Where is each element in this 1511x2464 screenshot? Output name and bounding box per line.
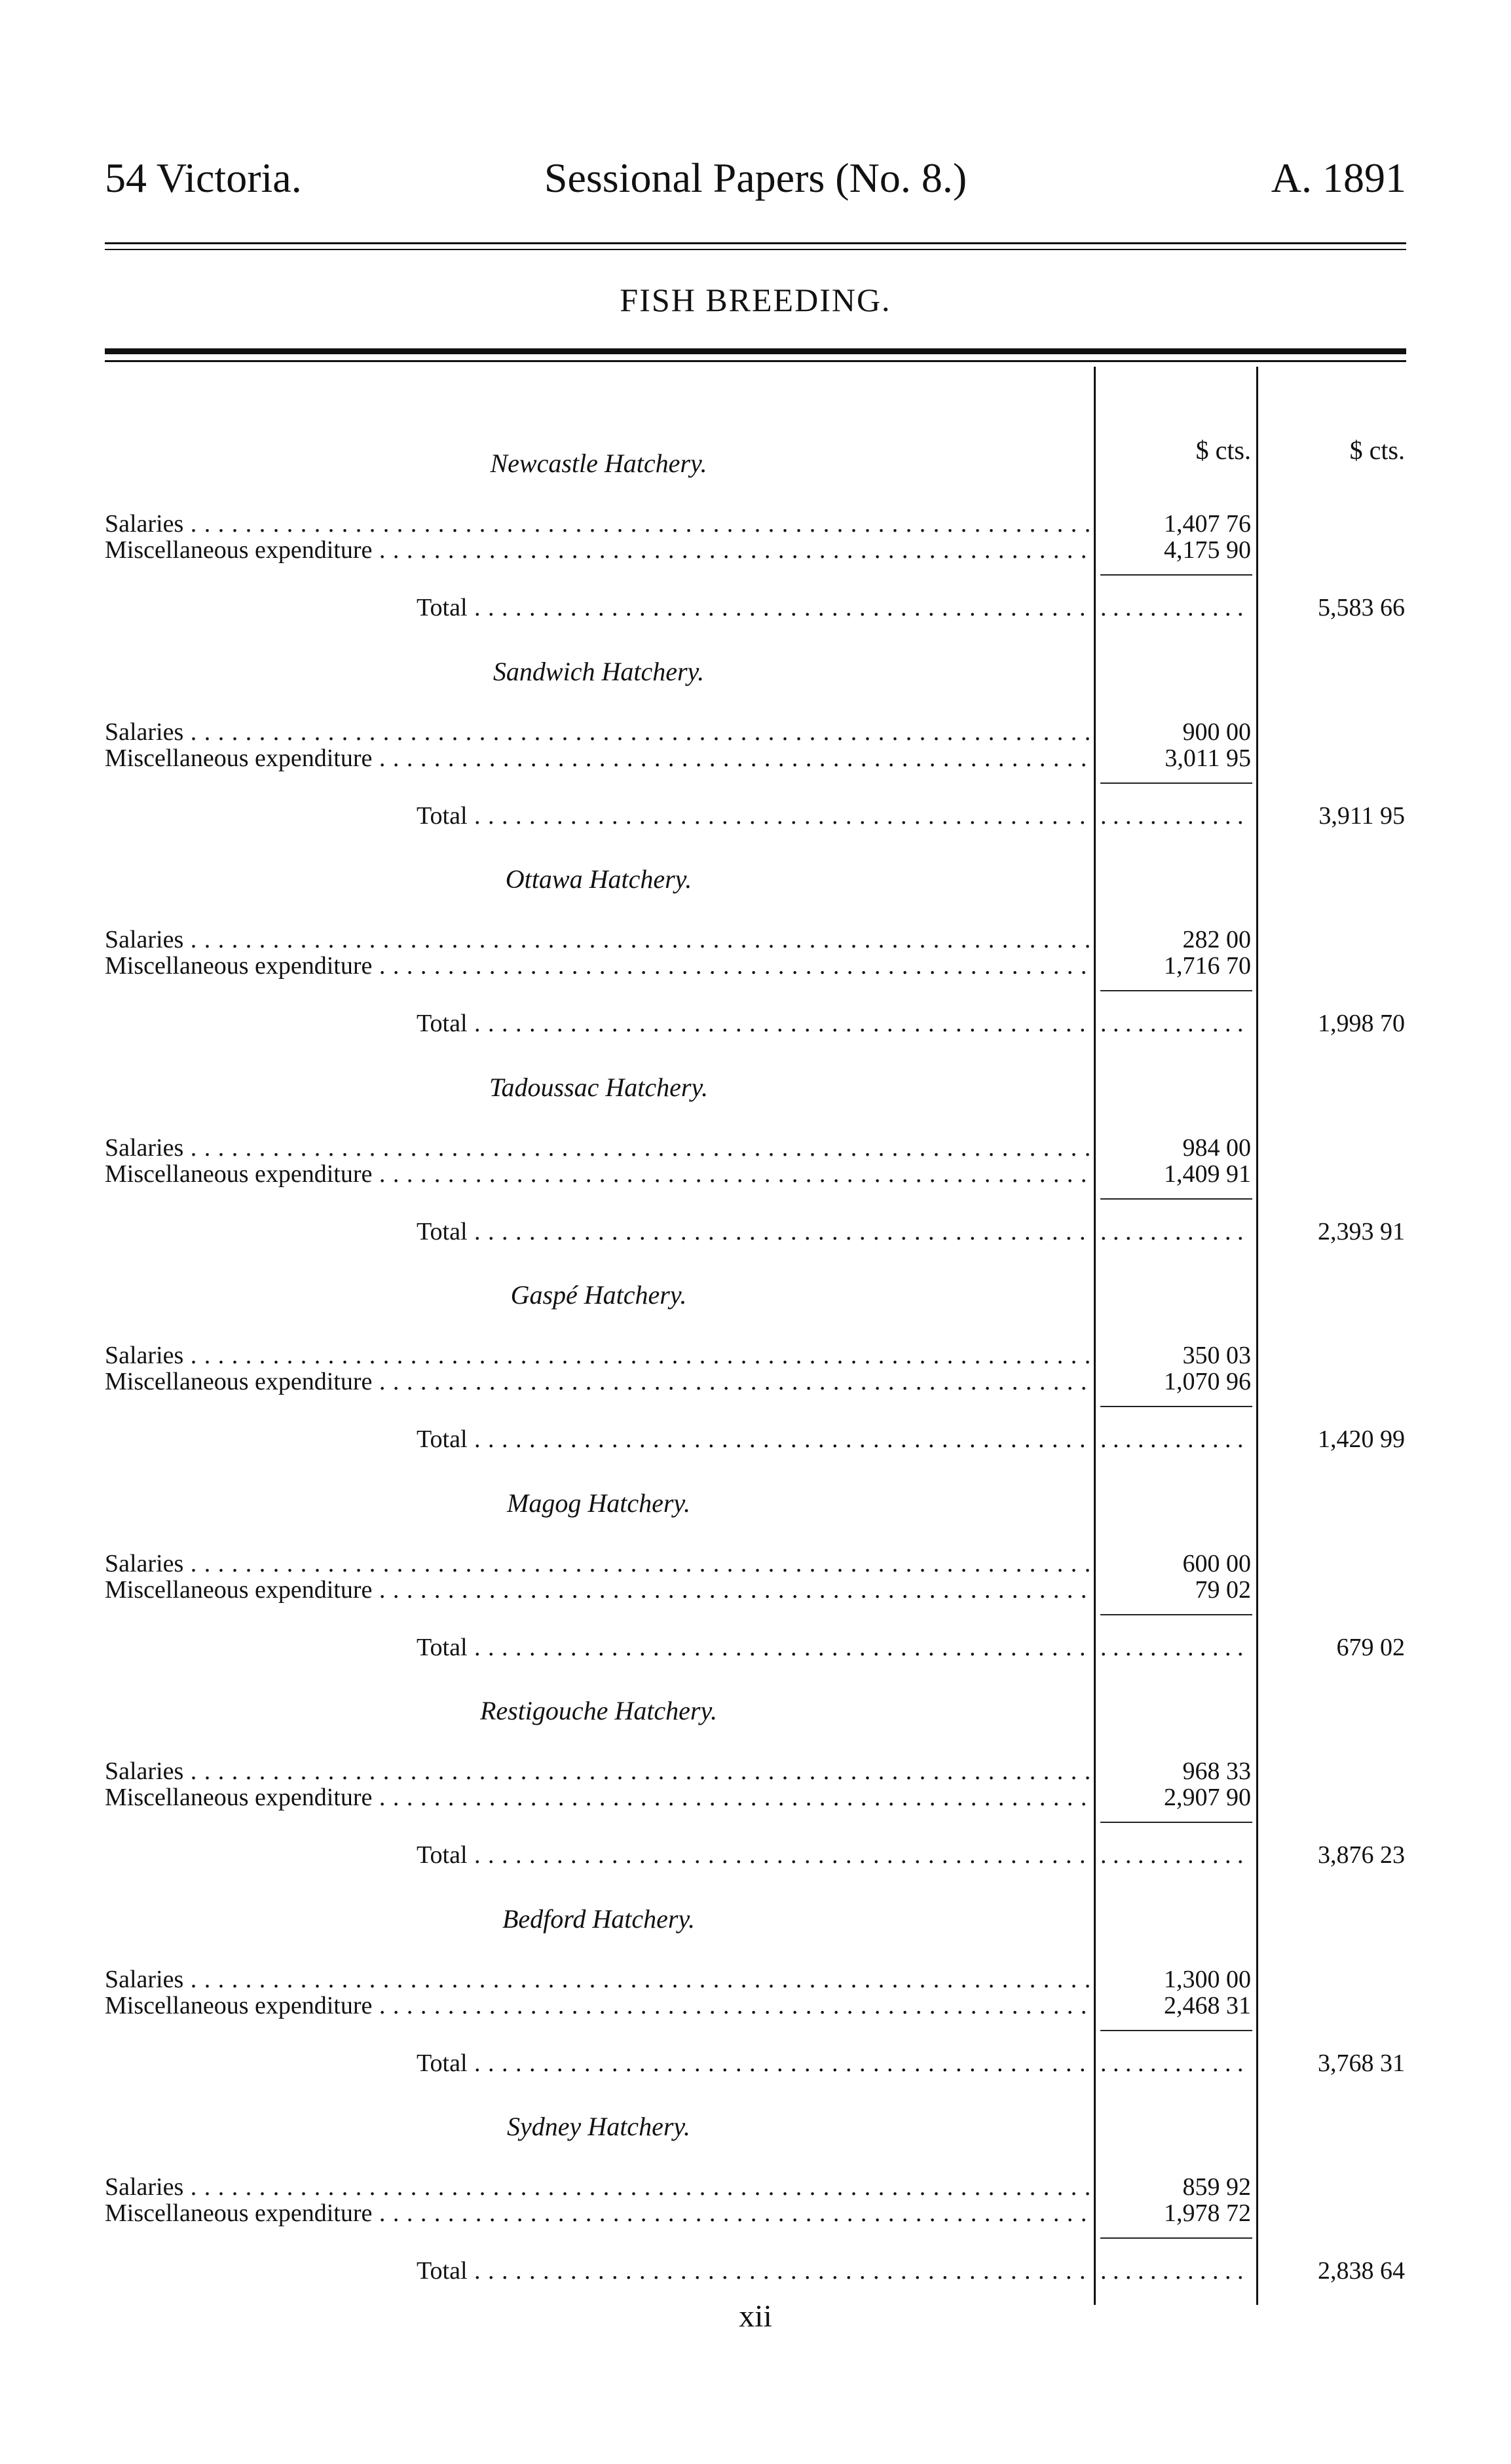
- line-item-amount: 859 92: [1182, 2173, 1251, 2201]
- subtotal-rule: [1100, 2237, 1252, 2239]
- column-rule-1: [1094, 367, 1096, 2305]
- section-title: Sydney Hatchery.: [507, 2112, 690, 2141]
- header-right: A. 1891: [1271, 155, 1406, 201]
- total-amount: 3,911 95: [1318, 801, 1405, 830]
- total-amount: 3,876 23: [1318, 1841, 1405, 1869]
- total-label: Total . . .: [417, 595, 1092, 621]
- subtotal-rule: [1100, 574, 1252, 576]
- title-rule-thick: [105, 348, 1406, 354]
- line-item-amount: 3,011 95: [1165, 744, 1251, 772]
- line-item-label: Miscellaneous expenditure . . .: [105, 1993, 1092, 2019]
- subtotal-rule: [1100, 2030, 1252, 2031]
- line-item-label: Salaries . . .: [105, 1342, 1092, 1369]
- total-amount: 2,838 64: [1318, 2257, 1405, 2285]
- subtotal-rule: [1100, 1406, 1252, 1407]
- line-item-label: Salaries . . .: [105, 1135, 1092, 1161]
- line-item-amount: 1,407 76: [1164, 510, 1251, 538]
- line-item-label: Miscellaneous expenditure . . .: [105, 1577, 1092, 1603]
- line-item-label: Salaries . . .: [105, 1758, 1092, 1784]
- section-title: Newcastle Hatchery.: [490, 449, 707, 478]
- line-item-amount: 1,300 00: [1164, 1965, 1251, 1993]
- total-leader-dots: [1100, 1634, 1251, 1661]
- total-leader-dots: [1100, 803, 1251, 829]
- section-title: Magog Hatchery.: [507, 1488, 690, 1518]
- header-center: Sessional Papers (No. 8.): [544, 155, 967, 201]
- total-leader-dots: [1100, 1010, 1251, 1037]
- line-item-label: Salaries . . .: [105, 1551, 1092, 1577]
- subtotal-rule: [1100, 782, 1252, 784]
- total-leader-dots: [1100, 1219, 1251, 1245]
- header-left: 54 Victoria.: [105, 155, 302, 201]
- line-item-label: Miscellaneous expenditure . . .: [105, 745, 1092, 771]
- line-item-label: Miscellaneous expenditure . . .: [105, 537, 1092, 563]
- subtotal-rule: [1100, 1614, 1252, 1615]
- line-item-amount: 984 00: [1182, 1133, 1251, 1162]
- page-title: FISH BREEDING.: [620, 282, 891, 318]
- total-label: Total . . .: [417, 1010, 1092, 1037]
- subtotal-rule: [1100, 1198, 1252, 1200]
- line-item-label: Miscellaneous expenditure . . .: [105, 953, 1092, 979]
- header-rule-bottom: [105, 249, 1406, 250]
- line-item-label: Salaries . . .: [105, 927, 1092, 953]
- total-label: Total . . .: [417, 2050, 1092, 2076]
- total-amount: 3,768 31: [1318, 2049, 1405, 2077]
- line-item-amount: 1,409 91: [1164, 1160, 1251, 1188]
- total-amount: 1,420 99: [1318, 1425, 1405, 1453]
- total-label: Total . . .: [417, 803, 1092, 829]
- total-amount: 5,583 66: [1318, 594, 1405, 621]
- column-rule-2: [1256, 367, 1258, 2305]
- column-header-amount: $ cts.: [1195, 435, 1251, 465]
- total-label: Total . . .: [417, 1842, 1092, 1868]
- title-rule-thin: [105, 360, 1406, 362]
- line-item-label: Miscellaneous expenditure . . .: [105, 2200, 1092, 2226]
- line-item-amount: 2,468 31: [1164, 1991, 1251, 2019]
- total-label: Total . . .: [417, 2258, 1092, 2284]
- line-item-label: Salaries . . .: [105, 2174, 1092, 2200]
- section-title: Bedford Hatchery.: [502, 1903, 695, 1934]
- line-item-label: Miscellaneous expenditure . . .: [105, 1784, 1092, 1811]
- line-item-amount: 282 00: [1182, 926, 1251, 953]
- page-number: xii: [739, 2299, 772, 2334]
- total-leader-dots: [1100, 2050, 1251, 2076]
- column-header-total: $ cts.: [1349, 435, 1405, 465]
- section-title: Restigouche Hatchery.: [479, 1696, 718, 1725]
- section-title: Gaspé Hatchery.: [510, 1280, 687, 1310]
- total-leader-dots: [1100, 595, 1251, 621]
- line-item-label: Salaries . . .: [105, 1966, 1092, 1993]
- subtotal-rule: [1100, 990, 1252, 991]
- total-amount: 1,998 70: [1318, 1010, 1405, 1037]
- line-item-label: Salaries . . .: [105, 719, 1092, 745]
- line-item-amount: 1,070 96: [1164, 1368, 1251, 1395]
- line-item-amount: 968 33: [1182, 1757, 1251, 1785]
- header-rule-top: [105, 242, 1406, 244]
- line-item-amount: 900 00: [1182, 718, 1251, 746]
- total-leader-dots: [1100, 1842, 1251, 1868]
- line-item-amount: 1,978 72: [1164, 2199, 1251, 2227]
- line-item-amount: 1,716 70: [1164, 952, 1251, 980]
- section-title: Ottawa Hatchery.: [505, 864, 692, 894]
- total-label: Total . . .: [417, 1219, 1092, 1245]
- section-title: Sandwich Hatchery.: [493, 656, 705, 686]
- total-leader-dots: [1100, 1426, 1251, 1452]
- line-item-amount: 2,907 90: [1164, 1784, 1251, 1811]
- total-label: Total . . .: [417, 1426, 1092, 1452]
- total-leader-dots: [1100, 2258, 1251, 2284]
- line-item-label: Salaries . . .: [105, 511, 1092, 537]
- line-item-amount: 600 00: [1182, 1549, 1251, 1577]
- line-item-label: Miscellaneous expenditure . . .: [105, 1369, 1092, 1395]
- line-item-amount: 350 03: [1182, 1342, 1251, 1369]
- line-item-amount: 79 02: [1195, 1575, 1251, 1604]
- subtotal-rule: [1100, 1822, 1252, 1823]
- total-amount: 2,393 91: [1318, 1217, 1405, 1245]
- total-label: Total . . .: [417, 1634, 1092, 1661]
- section-title: Tadoussac Hatchery.: [489, 1072, 709, 1102]
- total-amount: 679 02: [1336, 1633, 1405, 1661]
- line-item-label: Miscellaneous expenditure . . .: [105, 1161, 1092, 1187]
- line-item-amount: 4,175 90: [1164, 536, 1251, 564]
